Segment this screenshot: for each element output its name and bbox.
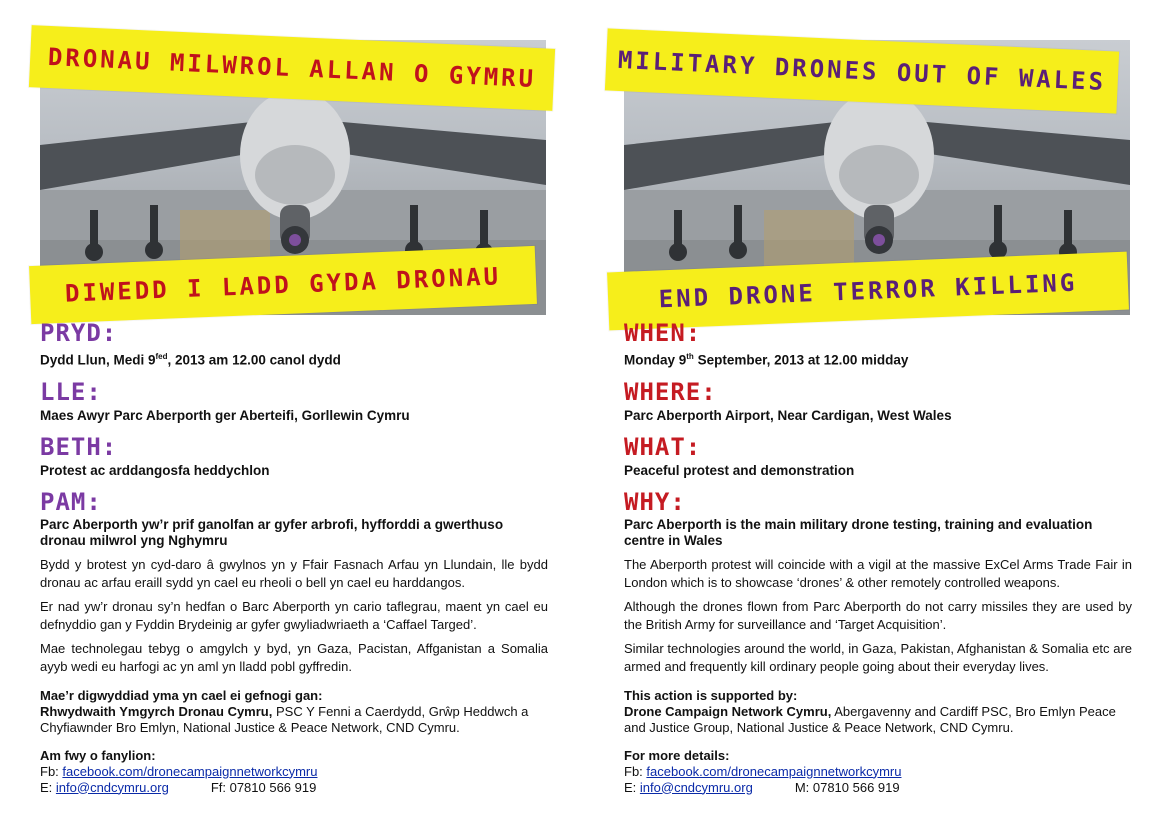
- when-heading: WHEN:: [624, 319, 702, 347]
- support-title: This action is supported by:: [624, 687, 798, 703]
- when-heading: PRYD:: [40, 319, 118, 347]
- banner-top: MILITARY DRONES OUT OF WALES: [605, 28, 1119, 113]
- flyer-content: [624, 318, 1132, 796]
- facebook-line: [40, 764, 548, 780]
- paragraph: Er nad yw’r dronau sy’n hedfan o Barc Aberporth yn cario taflegrau, maent yn cael eu defnyddio gan y Fyddin Brydeinig ar gyfer gwyliadwriaeth a ‘Caffael Targed’.: [40, 598, 548, 632]
- support-lead-org: Drone Campaign Network Cymru,: [624, 703, 832, 719]
- what-text: Peaceful protest and demonstration: [624, 462, 855, 478]
- support-text: [624, 704, 1132, 736]
- contact-line: [624, 780, 1132, 796]
- email-link[interactable]: info@cndcymru.org: [55, 779, 169, 795]
- banner-bottom: END DRONE TERROR KILLING: [607, 252, 1129, 331]
- when-date: Dydd Llun, Medi 9: [40, 352, 156, 368]
- where-text: Parc Aberporth Airport, Near Cardigan, West Wales: [624, 407, 952, 423]
- facebook-link[interactable]: facebook.com/dronecampaignnetworkcymru: [62, 763, 318, 779]
- paragraph: Bydd y brotest yn cyd-daro â gwylnos yn y Ffair Fasnach Arfau yn Llundain, lle bydd dronau ac arfau eraill sydd yn cael eu rheoli o bell yn cael eu harddangos.: [40, 556, 548, 590]
- where-text: Maes Awyr Parc Aberporth ger Aberteifi, Gorllewin Cymru: [40, 407, 410, 423]
- banner-bottom: DIWEDD I LADD GYDA DRONAU: [29, 246, 537, 324]
- contact-line: [40, 780, 548, 796]
- fb-label: Fb:: [624, 763, 647, 779]
- email-link[interactable]: info@cndcymru.org: [639, 779, 753, 795]
- when-text: [40, 348, 548, 369]
- where-heading: LLE:: [40, 377, 102, 406]
- support-title: Mae’r digwyddiad yma yn cael ei gefnogi gan:: [40, 687, 323, 703]
- phone-number: Ff: 07810 566 919: [210, 779, 317, 795]
- what-heading: WHAT:: [624, 432, 702, 461]
- when-ordinal: th: [686, 352, 694, 361]
- when-time: , 2013 am 12.00 canol dydd: [167, 352, 341, 368]
- what-text: Protest ac arddangosfa heddychlon: [40, 462, 270, 478]
- email-label: E:: [624, 779, 640, 795]
- paragraph: The Aberporth protest will coincide with a vigil at the massive ExCel Arms Trade Fair in London which is to showcase ‘drones’ & other remotely controlled weapons.: [624, 556, 1132, 590]
- why-heading: WHY:: [624, 487, 686, 516]
- support-orgs: PSC Y Fenni a Caerdydd, Grŵp Heddwch a Chyfiawnder Bro Emlyn, National Justice & Peace Network, CND Cymru.: [40, 703, 529, 735]
- more-details-title: Am fwy o fanylion:: [40, 747, 156, 763]
- support-lead-org: Rhwydwaith Ymgyrch Dronau Cymru,: [40, 703, 273, 719]
- when-time: September, 2013 at 12.00 midday: [693, 352, 909, 368]
- when-ordinal: fed: [155, 352, 168, 361]
- paragraph: Similar technologies around the world, in Gaza, Pakistan, Afghanistan & Somalia etc are armed and frequently kill ordinary people going about their everyday lives.: [624, 640, 1132, 674]
- support-text: [40, 704, 548, 736]
- phone-number: M: 07810 566 919: [794, 779, 900, 795]
- flyer-content: [40, 318, 548, 796]
- where-heading: WHERE:: [624, 377, 717, 406]
- facebook-link[interactable]: facebook.com/dronecampaignnetworkcymru: [646, 763, 902, 779]
- why-lead: Parc Aberporth is the main military drone testing, training and evaluation centre in Wales: [624, 516, 1093, 548]
- english-flyer: [584, 0, 1144, 826]
- why-lead: Parc Aberporth yw’r prif ganolfan ar gyfer arbrofi, hyfforddi a gwerthuso dronau milwrol yng Nghymru: [40, 516, 504, 548]
- paragraph: Although the drones flown from Parc Aberporth do not carry missiles they are used by the British Army for surveillance and ‘Target Acquisition’.: [624, 598, 1132, 632]
- welsh-flyer: [0, 0, 560, 826]
- what-heading: BETH:: [40, 432, 118, 461]
- when-text: [624, 348, 1132, 369]
- banner-top: DRONAU MILWROL ALLAN O GYMRU: [29, 25, 555, 111]
- facebook-line: [624, 764, 1132, 780]
- support-orgs: Abergavenny and Cardiff PSC, Bro Emlyn Peace and Justice Group, National Justice & Peace Network, CND Cymru.: [624, 703, 1116, 735]
- more-details-title: For more details:: [624, 747, 730, 763]
- paragraph: Mae technolegau tebyg o amgylch y byd, yn Gaza, Pacistan, Affganistan a Somalia ayyb wedi eu harfogi ac yn aml yn lladd pobl gyffredin.: [40, 640, 548, 674]
- email-label: E:: [40, 779, 56, 795]
- why-heading: PAM:: [40, 487, 102, 516]
- fb-label: Fb:: [40, 763, 63, 779]
- when-date: Monday 9: [624, 352, 687, 368]
